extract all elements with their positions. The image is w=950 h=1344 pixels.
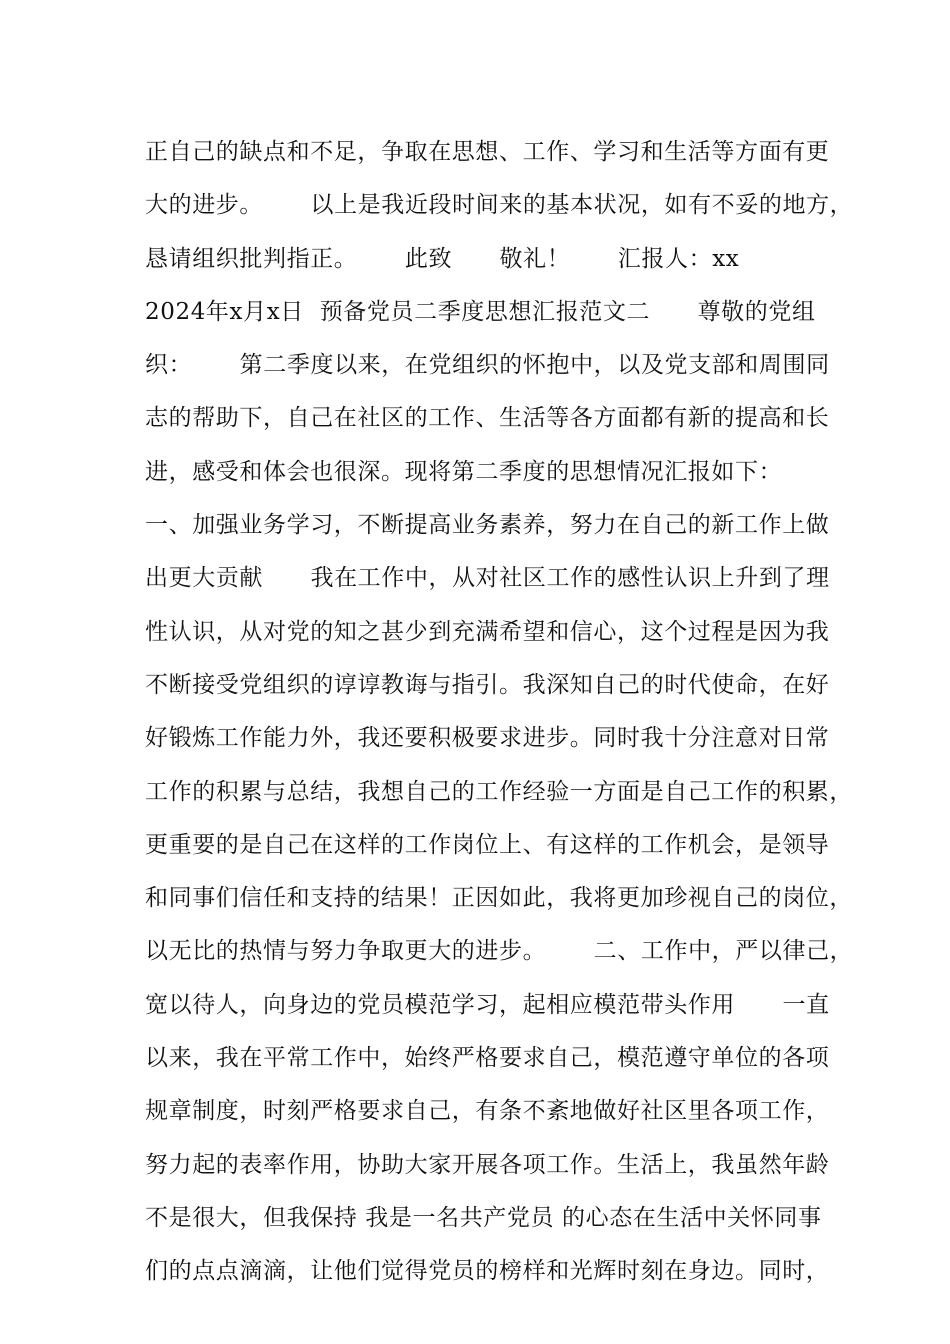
text-line: 努力起的表率作用，协助大家开展各项工作。生活上，我虽然年龄 [145,1151,830,1178]
text-line: 大的进步。 以上是我近段时间来的基本状况，如有不妥的地方， [145,192,854,219]
text-line: 出更大贡献 我在工作中，从对社区工作的感性认识上升到了理 [145,565,830,592]
text-line: 不断接受党组织的谆谆教诲与指引。我深知自己的时代使命，在好 [145,671,830,698]
text-line: 以无比的热情与努力争取更大的进步。 二、工作中，严以律己， [145,938,854,965]
text-line: 不是很大，但我保持 我是一名共产党员 的心态在生活中关怀同事 [145,1204,822,1231]
text-line: 一、加强业务学习，不断提高业务素养，努力在自己的新工作上做 [145,512,830,539]
text-line: 们的点点滴滴，让他们觉得党员的榜样和光辉时刻在身边。同时， [145,1258,830,1285]
text-line: 宽以待人，向身边的党员模范学习，起相应模范带头作用 一直 [145,991,830,1018]
text-line: 进，感受和体会也很深。现将第二季度的思想情况汇报如下： [145,458,783,485]
text-line: 性认识，从对党的知之甚少到充满希望和信心，这个过程是因为我 [145,618,830,645]
text-line: 2024年x月x日 预备党员二季度思想汇报范文二 尊敬的党组 [145,298,816,325]
text-line: 恳请组织批判指正。 此致 敬礼！ 汇报人：xx [145,245,740,272]
text-line: 工作的积累与总结，我想自己的工作经验一方面是自己工作的积累， [145,778,853,805]
text-line: 以来，我在平常工作中，始终严格要求自己，模范遵守单位的各项 [145,1045,830,1072]
text-line: 好锻炼工作能力外，我还要积极要求进步。同时我十分注意对日常 [145,725,830,752]
text-line: 志的帮助下，自己在社区的工作、生活等各方面都有新的提高和长 [145,405,830,432]
text-line: 和同事们信任和支持的结果！正因如此，我将更加珍视自己的岗位， [145,885,853,912]
text-line: 织： 第二季度以来，在党组织的怀抱中，以及党支部和周围同 [145,352,830,379]
body-text [145,130,854,1303]
text-line: 规章制度，时刻严格要求自己，有条不紊地做好社区里各项工作， [145,1098,830,1125]
text-line: 更重要的是自己在这样的工作岗位上、有这样的工作机会，是领导 [145,831,830,858]
text-line: 正自己的缺点和不足，争取在思想、工作、学习和生活等方面有更 [145,139,830,165]
